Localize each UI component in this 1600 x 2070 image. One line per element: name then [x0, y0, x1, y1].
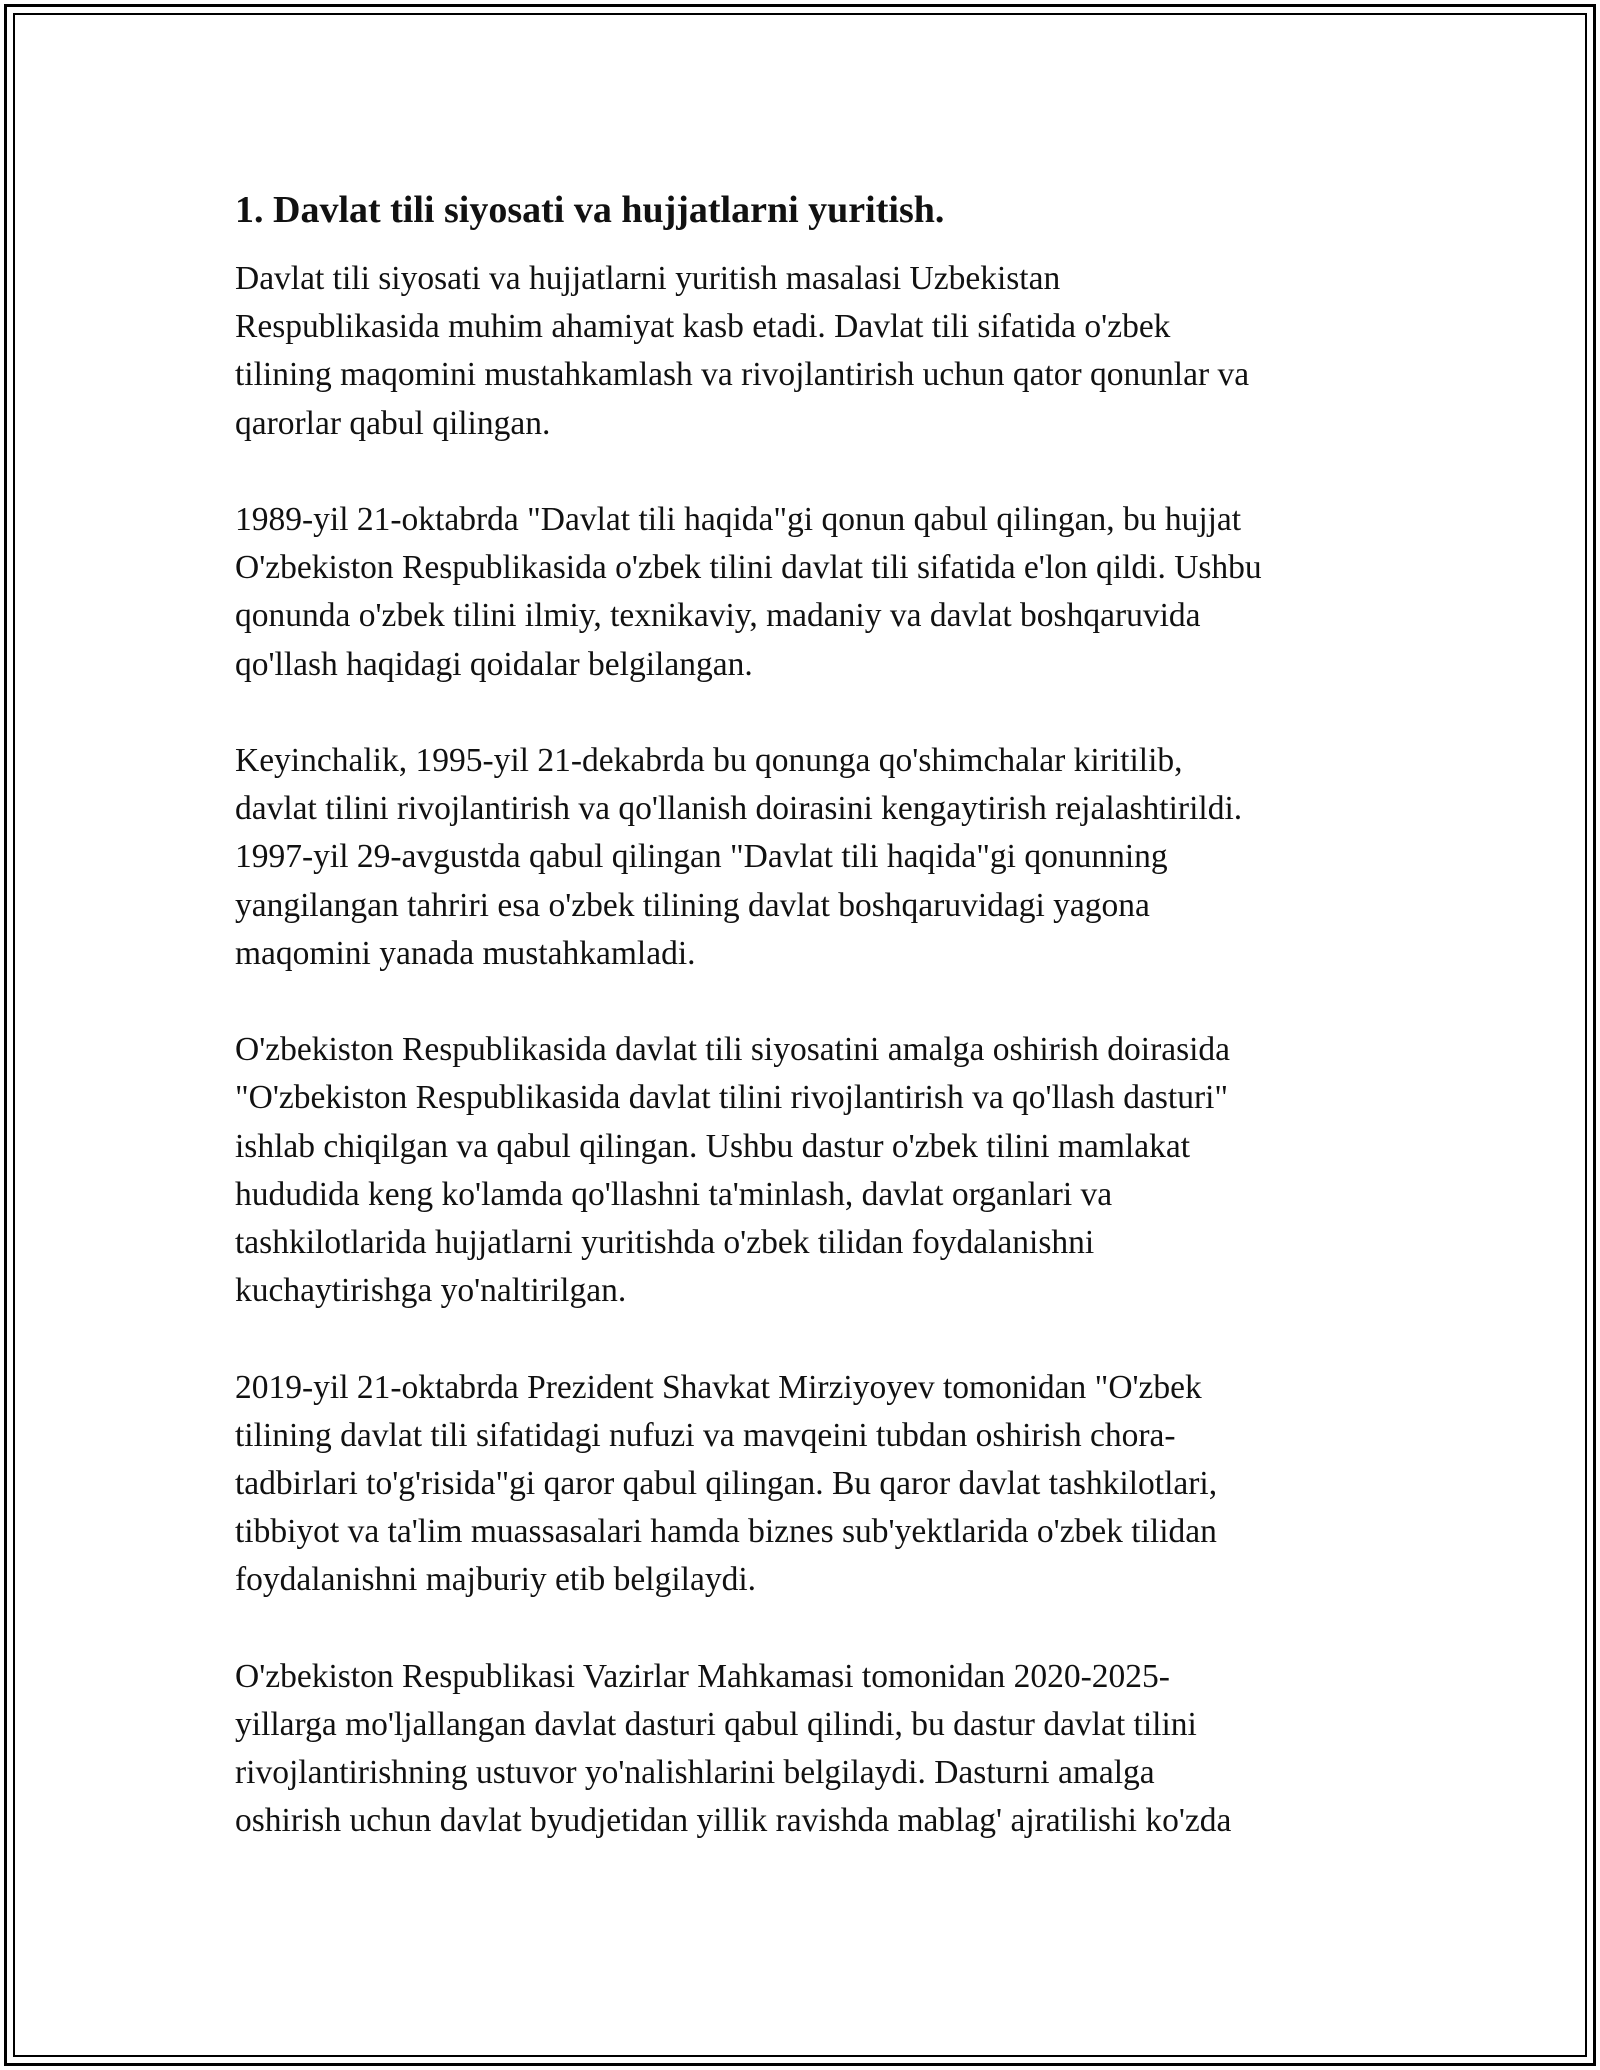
text-line: hududida keng ko'lamda qo'llashni ta'minlash, davlat organlari va — [235, 1175, 1113, 1213]
text-line: O'zbekiston Respublikasida davlat tili siyosatini amalga oshirish doirasida — [235, 1031, 1231, 1069]
paragraph-5 — [235, 1364, 1385, 1605]
text-line: Keyinchalik, 1995-yil 21-dekabrda bu qonunga qo'shimchalar kiritilib, — [235, 742, 1183, 779]
text-line: qonunda o'zbek tilini ilmiy, texnikaviy, madaniy va davlat boshqaruvida — [235, 597, 1201, 635]
text-line: 1989-yil 21-oktabrda "Davlat tili haqida"gi qonun qabul qilingan, bu hujjat — [235, 501, 1242, 538]
paragraph-3 — [235, 737, 1385, 978]
text-line: kuchaytirishga yo'naltirilgan. — [235, 1272, 627, 1310]
text-line: qarorlar qabul qilingan. — [235, 404, 551, 442]
text-line: O'zbekiston Respublikasi Vazirlar Mahkamasi tomonidan 2020-2025- — [235, 1657, 1170, 1695]
text-line: 2019-yil 21-oktabrda Prezident Shavkat Mirziyoyev tomonidan "O'zbek — [235, 1368, 1202, 1406]
text-line: tashkilotlarida hujjatlarni yuritishda o'zbek tilidan foydalanishni — [235, 1224, 1095, 1262]
paragraph-1 — [235, 255, 1385, 448]
text-line: ishlab chiqilgan va qabul qilingan. Ushbu dastur o'zbek tilini mamlakat — [235, 1127, 1191, 1165]
text-line: tilining davlat tili sifatidagi nufuzi va mavqeini tubdan oshirish chora- — [235, 1416, 1176, 1454]
text-line: Davlat tili siyosati va hujjatlarni yuritish masalasi Uzbekistan — [235, 260, 1061, 297]
text-line: tibbiyot va ta'lim muassasalari hamda biznes sub'yektlarida o'zbek tilidan — [235, 1513, 1217, 1551]
text-line: qo'llash haqidagi qoidalar belgilangan. — [235, 645, 753, 683]
text-line: "O'zbekiston Respublikasida davlat tilini rivojlantirish va qo'llash dasturi" — [235, 1079, 1229, 1117]
text-line: tadbirlari to'g'risida"gi qaror qabul qilingan. Bu qaror davlat tashkilotlari, — [235, 1465, 1218, 1503]
text-line: tilining maqomini mustahkamlash va rivojlantirish uchun qator qonunlar va — [235, 356, 1250, 394]
text-line: O'zbekiston Respublikasida o'zbek tilini davlat tili sifatida e'lon qildi. Ushbu — [235, 549, 1262, 587]
paragraph-4 — [235, 1026, 1385, 1315]
text-line: maqomini yanada mustahkamladi. — [235, 934, 696, 972]
text-line: foydalanishni majburiy etib belgilaydi. — [235, 1561, 757, 1599]
text-line: yillarga mo'ljallangan davlat dasturi qabul qilindi, bu dastur davlat tilini — [235, 1706, 1197, 1744]
document-body — [235, 185, 1385, 1894]
section-heading: 1. Davlat tili siyosati va hujjatlarni yuritish. — [235, 189, 945, 231]
text-line: rivojlantirishning ustuvor yo'nalishlarini belgilaydi. Dasturni amalga — [235, 1754, 1155, 1792]
paragraph-2 — [235, 496, 1385, 689]
text-line: yangilangan tahriri esa o'zbek tilining davlat boshqaruvidagi yagona — [235, 886, 1150, 924]
text-line: oshirish uchun davlat byudjetidan yillik ravishda mablag' ajratilishi ko'zda — [235, 1802, 1232, 1840]
paragraph-6 — [235, 1653, 1385, 1846]
text-line: 1997-yil 29-avgustda qabul qilingan "Davlat tili haqida"gi qonunning — [235, 838, 1168, 876]
text-line: davlat tilini rivojlantirish va qo'llanish doirasini kengaytirish rejalashtirildi. — [235, 790, 1243, 828]
text-line: Respublikasida muhim ahamiyat kasb etadi. Davlat tili sifatida o'zbek — [235, 308, 1171, 346]
